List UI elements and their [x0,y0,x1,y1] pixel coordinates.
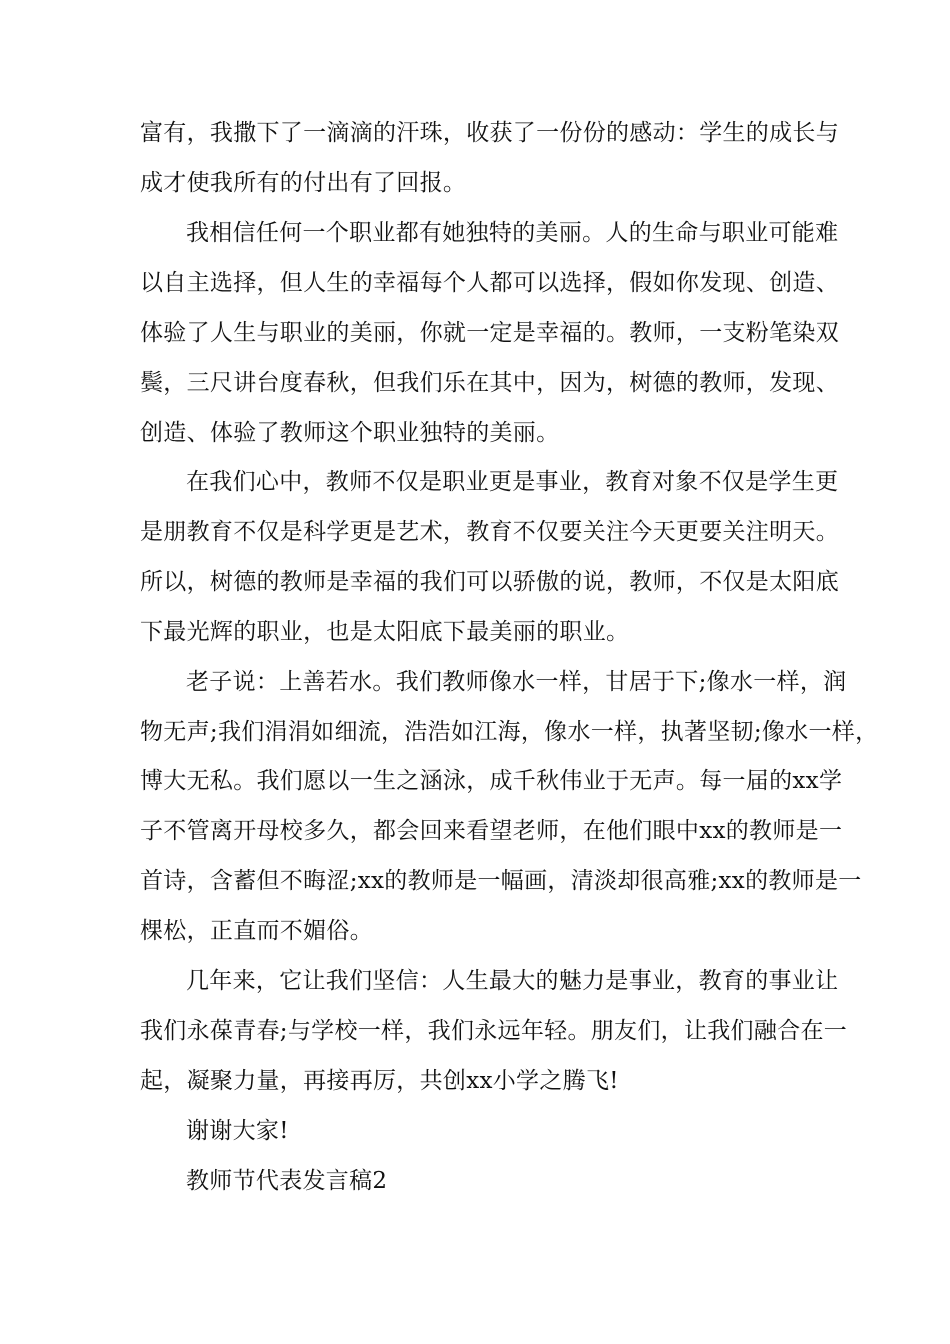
next-section-title: 教师节代表发言稿2 [186,1168,388,1194]
paragraph-1-line-2: 成才使我所有的付出有了回报。 [140,170,467,196]
paragraph-1-line-1: 富有，我撒下了一滴滴的汗珠，收获了一份份的感动：学生的成长与 [140,120,839,146]
paragraph-4-line-3: 博大无私。我们愿以一生之涵泳，成千秋伟业于无声。每一届的xx学 [140,768,843,794]
paragraph-4-line-5: 首诗，含蓄但不晦涩;xx的教师是一幅画，清淡却很高雅;xx的教师是一 [140,868,862,894]
paragraph-5-line-2: 我们永葆青春;与学校一样，我们永远年轻。朋友们，让我们融合在一 [140,1018,848,1044]
paragraph-3-line-2: 是朋教育不仅是科学更是艺术，教育不仅要关注今天更要关注明天。 [140,519,839,545]
paragraph-2-line-1: 我相信任何一个职业都有她独特的美丽。人的生命与职业可能难 [186,220,839,246]
paragraph-2-line-5: 创造、体验了教师这个职业独特的美丽。 [140,420,560,446]
paragraph-3-line-3: 所以，树德的教师是幸福的我们可以骄傲的说，教师，不仅是太阳底 [140,569,839,595]
closing-thanks: 谢谢大家! [186,1118,289,1144]
paragraph-5-line-3: 起，凝聚力量，再接再厉，共创xx小学之腾飞! [140,1068,619,1094]
paragraph-3-line-1: 在我们心中，教师不仅是职业更是事业，教育对象不仅是学生更 [186,469,839,495]
paragraph-2-line-3: 体验了人生与职业的美丽，你就一定是幸福的。教师，一支粉笔染双 [140,320,839,346]
paragraph-4-line-1: 老子说：上善若水。我们教师像水一样，甘居于下;像水一样，润 [186,669,847,695]
paragraph-5-line-1: 几年来，它让我们坚信：人生最大的魅力是事业，教育的事业让 [186,968,839,994]
paragraph-3-line-4: 下最光辉的职业，也是太阳底下最美丽的职业。 [140,619,630,645]
paragraph-4-line-4: 子不管离开母校多久，都会回来看望老师，在他们眼中xx的教师是一 [140,818,843,844]
paragraph-2-line-2: 以自主选择，但人生的幸福每个人都可以选择，假如你发现、创造、 [140,270,839,296]
paragraph-2-line-4: 鬓，三尺讲台度春秋，但我们乐在其中，因为，树德的教师，发现、 [140,370,839,396]
paragraph-4-line-2: 物无声;我们涓涓如细流，浩浩如江海，像水一样，执著坚韧;像水一样， [140,719,879,745]
paragraph-4-line-6: 棵松，正直而不媚俗。 [140,918,373,944]
